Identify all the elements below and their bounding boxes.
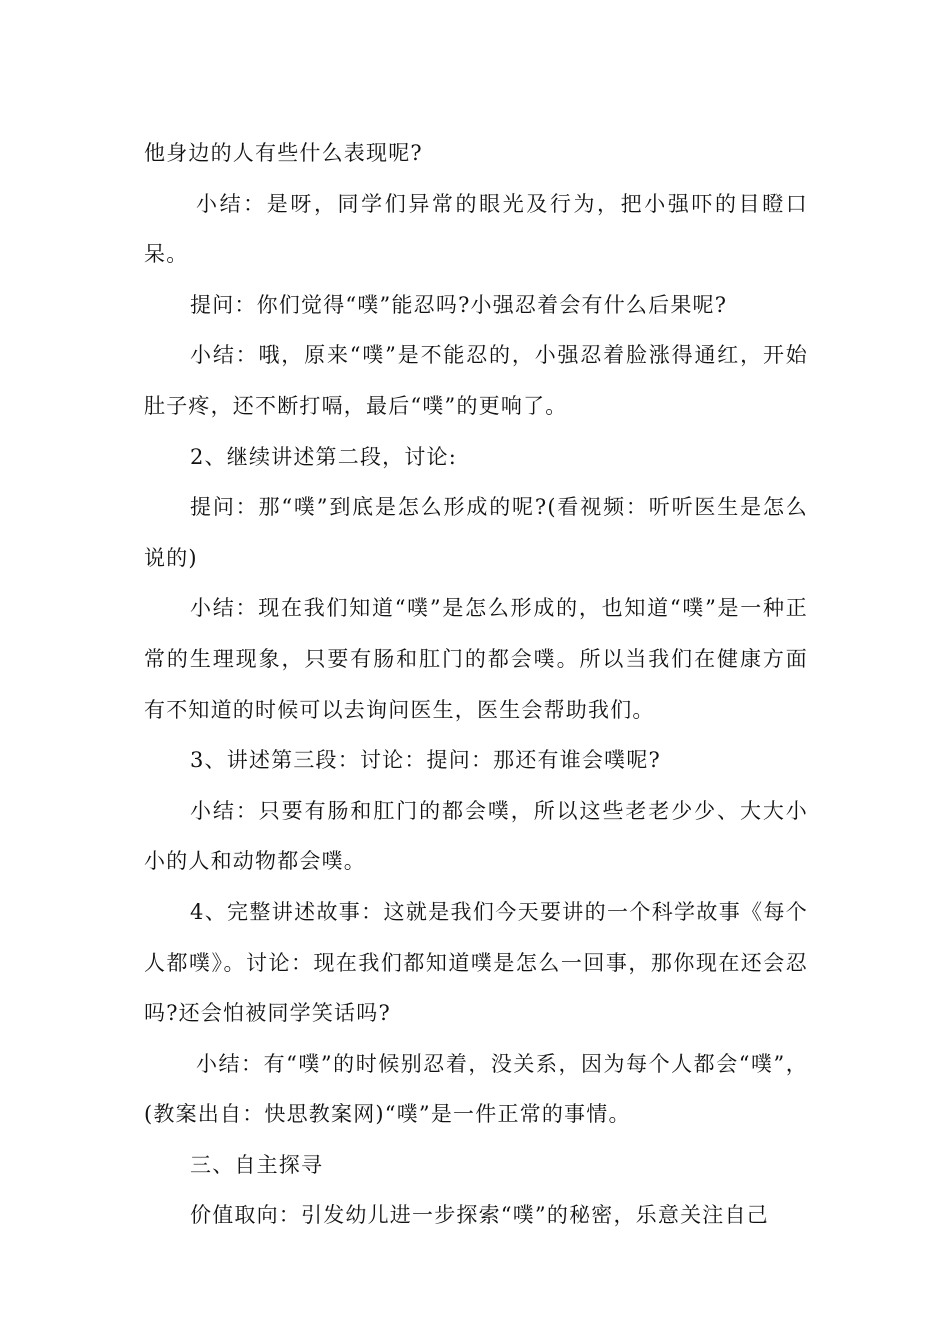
paragraph: 他身边的人有些什么表现呢? bbox=[144, 141, 423, 165]
paragraph: 2、继续讲述第二段，讨论: bbox=[190, 444, 458, 469]
paragraph: 价值取向：引发幼儿进一步探索“噗”的秘密，乐意关注自己 bbox=[190, 1203, 769, 1228]
paragraph: 小结：只要有肠和肛门的都会噗，所以这些老老少少、大大小小的人和动物都会噗。 bbox=[144, 798, 808, 874]
paragraph: 提问：你们觉得“噗”能忍吗?小强忍着会有什么后果呢? bbox=[190, 292, 728, 317]
paragraph: 小结：有“噗”的时候别忍着，没关系，因为每个人都会“噗”，(教案出自：快思教案网)“噗”是一件正常的事情。 bbox=[144, 1051, 808, 1127]
paragraph: 小结：现在我们知道“噗”是怎么形成的，也知道“噗”是一种正常的生理现象，只要有肠和肛门的都会噗。所以当我们在健康方面有不知道的时候可以去询问医生，医生会帮助我们。 bbox=[144, 596, 808, 722]
paragraph: 小结：哦，原来“噗”是不能忍的，小强忍着脸涨得通红，开始肚子疼，还不断打嗝，最后“噗”的更响了。 bbox=[144, 343, 808, 418]
paragraph: 4、完整讲述故事：这就是我们今天要讲的一个科学故事《每个人都噗》。讨论：现在我们都知道噗是怎么一回事，那你现在还会忍吗?还会怕被同学笑话吗? bbox=[144, 899, 808, 1026]
document-body bbox=[144, 128, 808, 1241]
paragraph: 3、讲述第三段：讨论：提问：那还有谁会噗呢? bbox=[190, 748, 662, 773]
section-heading: 三、自主探寻 bbox=[190, 1152, 324, 1177]
paragraph: 小结：是呀，同学们异常的眼光及行为，把小强吓的目瞪口呆。 bbox=[144, 191, 808, 267]
paragraph: 提问：那“噗”到底是怎么形成的呢?(看视频：听听医生是怎么说的) bbox=[144, 495, 808, 570]
